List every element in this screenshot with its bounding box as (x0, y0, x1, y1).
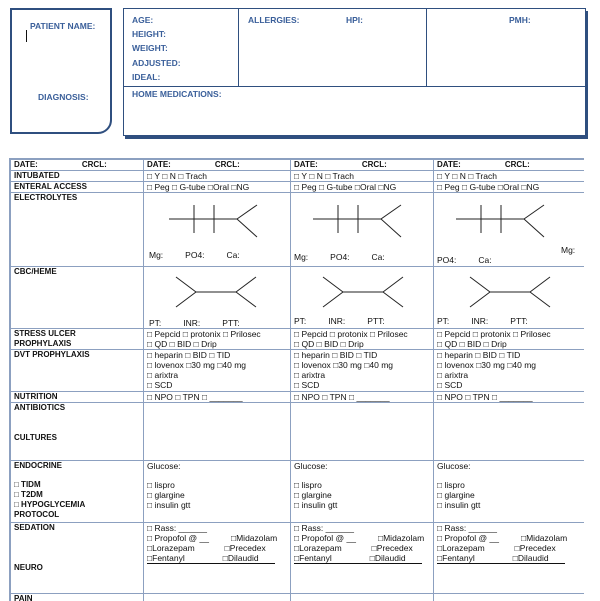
day1-dvt-options[interactable]: □ heparin □ BID □ TID □ lovenox □30 mg □40 mg □ arixtra □ SCD (144, 350, 291, 392)
row-label-stress-ulcer: STRESS ULCER PROPHYLAXIS (11, 329, 144, 350)
row-label-antibiotics-cultures: ANTIBIOTICS CULTURES (11, 403, 144, 461)
day2-enteral-options[interactable]: □ Peg □ G-tube □Oral □NG (291, 182, 434, 193)
day2-nutrition-options[interactable]: □ NPO □ TPN □ _______ (291, 392, 434, 403)
allergies-label: ALLERGIES: (248, 15, 299, 25)
table-row (11, 267, 585, 329)
day3-electrolytes-cell[interactable] (434, 193, 585, 267)
day1-sedation-cell[interactable]: □ Rass: ______ □ Propofol @ __ □Midazolam □Lorazepam □Precedex □Fentanyl □Dilaudid (144, 523, 291, 594)
inr-label: INR: (328, 316, 345, 326)
pt-label: PT: (149, 318, 161, 328)
row-label-date: DATE: CRCL: (11, 160, 144, 171)
diagnosis-label: DIAGNOSIS: (38, 92, 89, 102)
day2-electrolytes-cell[interactable] (291, 193, 434, 267)
daily-flowsheet (9, 158, 584, 601)
day3-intubated-options[interactable]: □ Y □ N □ Trach (434, 171, 585, 182)
day3-cbc-cell[interactable] (434, 267, 585, 329)
row-label-electrolytes: ELECTROLYTES (11, 193, 144, 267)
divider (426, 8, 427, 86)
divider (123, 86, 586, 87)
row-label-pain: PAIN (11, 594, 144, 601)
table-row (11, 160, 585, 171)
mg-label: Mg: (294, 252, 308, 262)
day2-intubated-options[interactable]: □ Y □ N □ Trach (291, 171, 434, 182)
inr-label: INR: (471, 316, 488, 326)
row-label-enteral-access: ENTERAL ACCESS (11, 182, 144, 193)
hpi-label: HPI: (346, 15, 363, 25)
ideal-label: IDEAL: (132, 72, 160, 82)
po4-label: PO4: (330, 252, 349, 262)
pt-label: PT: (294, 316, 306, 326)
table-row (11, 392, 585, 403)
day1-cbc-cell[interactable] (144, 267, 291, 329)
row-label-intubated: INTUBATED (11, 171, 144, 182)
day3-stress-ulcer-options[interactable]: □ Pepcid □ protonix □ Prilosec □ QD □ BID □ Drip (434, 329, 585, 350)
table-row (11, 461, 585, 523)
cbc-diagram (174, 275, 258, 309)
po4-label: PO4: (437, 255, 456, 265)
table-row (11, 350, 585, 392)
fishbone-electrolytes-diagram (456, 203, 546, 247)
day1-intubated-options[interactable]: □ Y □ N □ Trach (144, 171, 291, 182)
day1-date-cell[interactable]: DATE: CRCL: (144, 160, 291, 171)
day1-antibiotics-cell[interactable] (144, 403, 291, 461)
row-label-cbc-heme: CBC/HEME (11, 267, 144, 329)
ca-label: Ca: (227, 250, 240, 260)
pt-label: PT: (437, 316, 449, 326)
mg-label: Mg: (149, 250, 163, 260)
patient-info-box (123, 8, 586, 136)
cbc-diagram (468, 275, 552, 309)
day2-stress-ulcer-options[interactable]: □ Pepcid □ protonix □ Prilosec □ QD □ BID □ Drip (291, 329, 434, 350)
row-label-dvt: DVT PROPHYLAXIS (11, 350, 144, 392)
day2-cbc-cell[interactable] (291, 267, 434, 329)
row-label-sedation-neuro: SEDATION NEURO (11, 523, 144, 594)
day2-endocrine-cell[interactable]: Glucose: □ lispro □ glargine □ insulin gtt (291, 461, 434, 523)
day2-date-cell[interactable]: DATE: CRCL: (291, 160, 434, 171)
day3-date-cell[interactable]: DATE: CRCL: (434, 160, 585, 171)
inr-label: INR: (183, 318, 200, 328)
table-row (11, 171, 585, 182)
cbc-diagram (321, 275, 405, 309)
table-row (11, 403, 585, 461)
fishbone-electrolytes-diagram (313, 203, 403, 247)
day3-enteral-options[interactable]: □ Peg □ G-tube □Oral □NG (434, 182, 585, 193)
day2-dvt-options[interactable]: □ heparin □ BID □ TID □ lovenox □30 mg □40 mg □ arixtra □ SCD (291, 350, 434, 392)
patient-name-label: PATIENT NAME: (30, 21, 95, 31)
ptt-label: PTT: (367, 316, 384, 326)
mg-label: Mg: (561, 245, 575, 255)
day3-dvt-options[interactable]: □ heparin □ BID □ TID □ lovenox □30 mg □40 mg □ arixtra □ SCD (434, 350, 585, 392)
age-label: AGE: (132, 15, 153, 25)
diagnosis-field[interactable] (22, 104, 106, 128)
home-medications-label: HOME MEDICATIONS: (132, 89, 222, 99)
pmh-label: PMH: (509, 15, 531, 25)
table-row (11, 329, 585, 350)
table-row (11, 182, 585, 193)
table-row (11, 523, 585, 594)
day3-sedation-cell[interactable]: □ Rass: ______ □ Propofol @ __ □Midazolam □Lorazepam □Precedex □Fentanyl □Dilaudid (434, 523, 585, 594)
patient-name-field[interactable] (22, 36, 106, 86)
day1-nutrition-options[interactable]: □ NPO □ TPN □ _______ (144, 392, 291, 403)
ca-label: Ca: (372, 252, 385, 262)
day3-endocrine-cell[interactable]: Glucose: □ lispro □ glargine □ insulin gtt (434, 461, 585, 523)
fishbone-electrolytes-diagram (169, 203, 259, 247)
day1-electrolytes-cell[interactable] (144, 193, 291, 267)
day3-nutrition-options[interactable]: □ NPO □ TPN □ _______ (434, 392, 585, 403)
row-label-nutrition: NUTRITION (11, 392, 144, 403)
ptt-label: PTT: (222, 318, 239, 328)
divider (238, 8, 239, 86)
day1-enteral-options[interactable]: □ Peg □ G-tube □Oral □NG (144, 182, 291, 193)
row-label-endocrine: ENDOCRINE □ TIDM □ T2DM □ HYPOGLYCEMIA PROTOCOL (11, 461, 144, 523)
day2-sedation-cell[interactable]: □ Rass: ______ □ Propofol @ __ □Midazolam □Lorazepam □Precedex □Fentanyl □Dilaudid (291, 523, 434, 594)
height-label: HEIGHT: (132, 29, 166, 39)
day2-antibiotics-cell[interactable] (291, 403, 434, 461)
ptt-label: PTT: (510, 316, 527, 326)
day1-stress-ulcer-options[interactable]: □ Pepcid □ protonix □ Prilosec □ QD □ BID □ Drip (144, 329, 291, 350)
weight-label: WEIGHT: (132, 43, 168, 53)
table-row (11, 193, 585, 267)
ca-label: Ca: (478, 255, 491, 265)
adjusted-label: ADJUSTED: (132, 58, 181, 68)
day1-endocrine-cell[interactable]: Glucose: □ lispro □ glargine □ insulin gtt (144, 461, 291, 523)
po4-label: PO4: (185, 250, 204, 260)
day3-antibiotics-cell[interactable] (434, 403, 585, 461)
